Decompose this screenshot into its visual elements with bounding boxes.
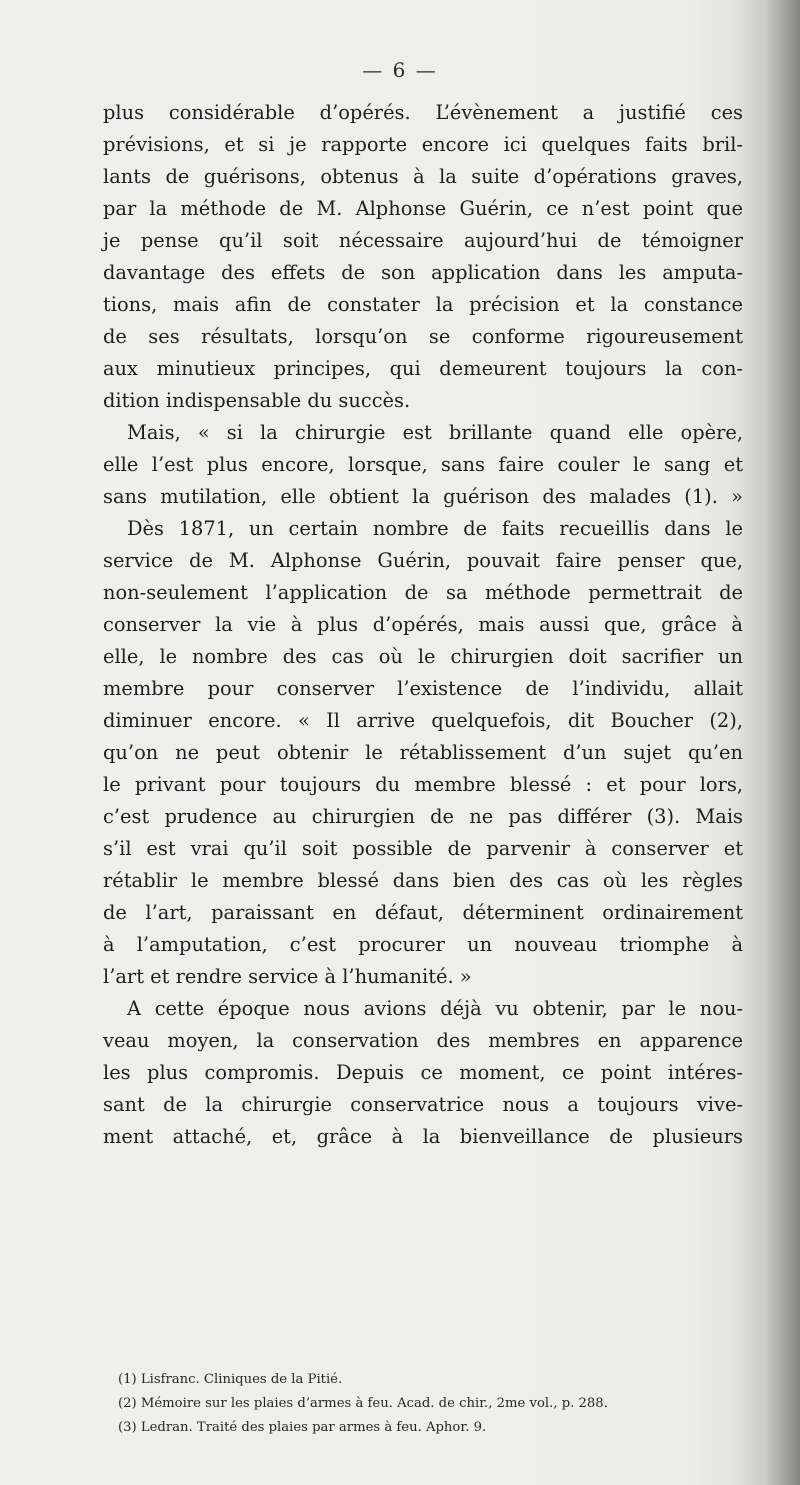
footnote: (3) Ledran. Traité des plaies par armes à feu. Aphor. 9.: [118, 1420, 487, 1435]
text-line: prévisions, et si je rapporte encore ici quelques faits bril-: [103, 133, 743, 156]
text-line: de ses résultats, lorsqu’on se conforme rigoureusement: [103, 325, 743, 348]
text-line: par la méthode de M. Alphonse Guérin, ce n’est point que: [103, 197, 743, 220]
text-line: l’art et rendre service à l’humanité. »: [103, 965, 472, 988]
text-line: dition indispensable du succès.: [103, 389, 411, 412]
text-line: elle l’est plus encore, lorsque, sans faire couler le sang et: [103, 453, 743, 476]
text-line: rétablir le membre blessé dans bien des cas où les règles: [103, 869, 743, 892]
text-line: s’il est vrai qu’il soit possible de parvenir à conserver et: [103, 837, 743, 860]
text-line: à l’amputation, c’est procurer un nouveau triomphe à: [103, 933, 743, 956]
text-line: sans mutilation, elle obtient la guérison des malades (1). »: [103, 485, 743, 508]
text-line: membre pour conserver l’existence de l’individu, allait: [103, 677, 743, 700]
text-line: davantage des effets de son application dans les amputa-: [103, 261, 743, 284]
text-line: lants de guérisons, obtenus à la suite d’opérations graves,: [103, 165, 743, 188]
text-line: sant de la chirurgie conservatrice nous a toujours vive-: [103, 1093, 743, 1116]
text-line: veau moyen, la conservation des membres en apparence: [103, 1029, 743, 1052]
text-line: le privant pour toujours du membre blessé : et pour lors,: [103, 773, 743, 796]
page-edge-shadow: [766, 0, 800, 1485]
text-line: qu’on ne peut obtenir le rétablissement d’un sujet qu’en: [103, 741, 743, 764]
text-line: elle, le nombre des cas où le chirurgien doit sacrifier un: [103, 645, 743, 668]
body-text: [103, 97, 743, 1153]
text-line: plus considérable d’opérés. L’évènement a justifié ces: [103, 101, 743, 124]
text-line: je pense qu’il soit nécessaire aujourd’hui de témoigner: [103, 229, 743, 252]
text-line: Dès 1871, un certain nombre de faits recueillis dans le: [127, 517, 743, 540]
text-line: de l’art, paraissant en défaut, déterminent ordinairement: [103, 901, 743, 924]
text-line: A cette époque nous avions déjà vu obtenir, par le nou-: [127, 997, 743, 1020]
text-line: ment attaché, et, grâce à la bienveillance de plusieurs: [103, 1125, 743, 1148]
text-line: Mais, « si la chirurgie est brillante quand elle opère,: [127, 421, 743, 444]
footnotes: [118, 1368, 758, 1440]
text-line: c’est prudence au chirurgien de ne pas différer (3). Mais: [103, 805, 743, 828]
text-line: aux minutieux principes, qui demeurent toujours la con-: [103, 357, 743, 380]
text-line: non-seulement l’application de sa méthode permettrait de: [103, 581, 743, 604]
text-line: diminuer encore. « Il arrive quelquefois, dit Boucher (2),: [103, 709, 743, 732]
page-number: — 6 —: [362, 58, 438, 82]
text-line: tions, mais afin de constater la précision et la constance: [103, 293, 743, 316]
footnote: (1) Lisfranc. Cliniques de la Pitié.: [118, 1372, 343, 1387]
text-line: service de M. Alphonse Guérin, pouvait faire penser que,: [103, 549, 743, 572]
text-line: conserver la vie à plus d’opérés, mais aussi que, grâce à: [103, 613, 743, 636]
footnote: (2) Mémoire sur les plaies d’armes à feu. Acad. de chir., 2me vol., p. 288.: [118, 1396, 608, 1411]
text-line: les plus compromis. Depuis ce moment, ce point intéres-: [103, 1061, 743, 1084]
